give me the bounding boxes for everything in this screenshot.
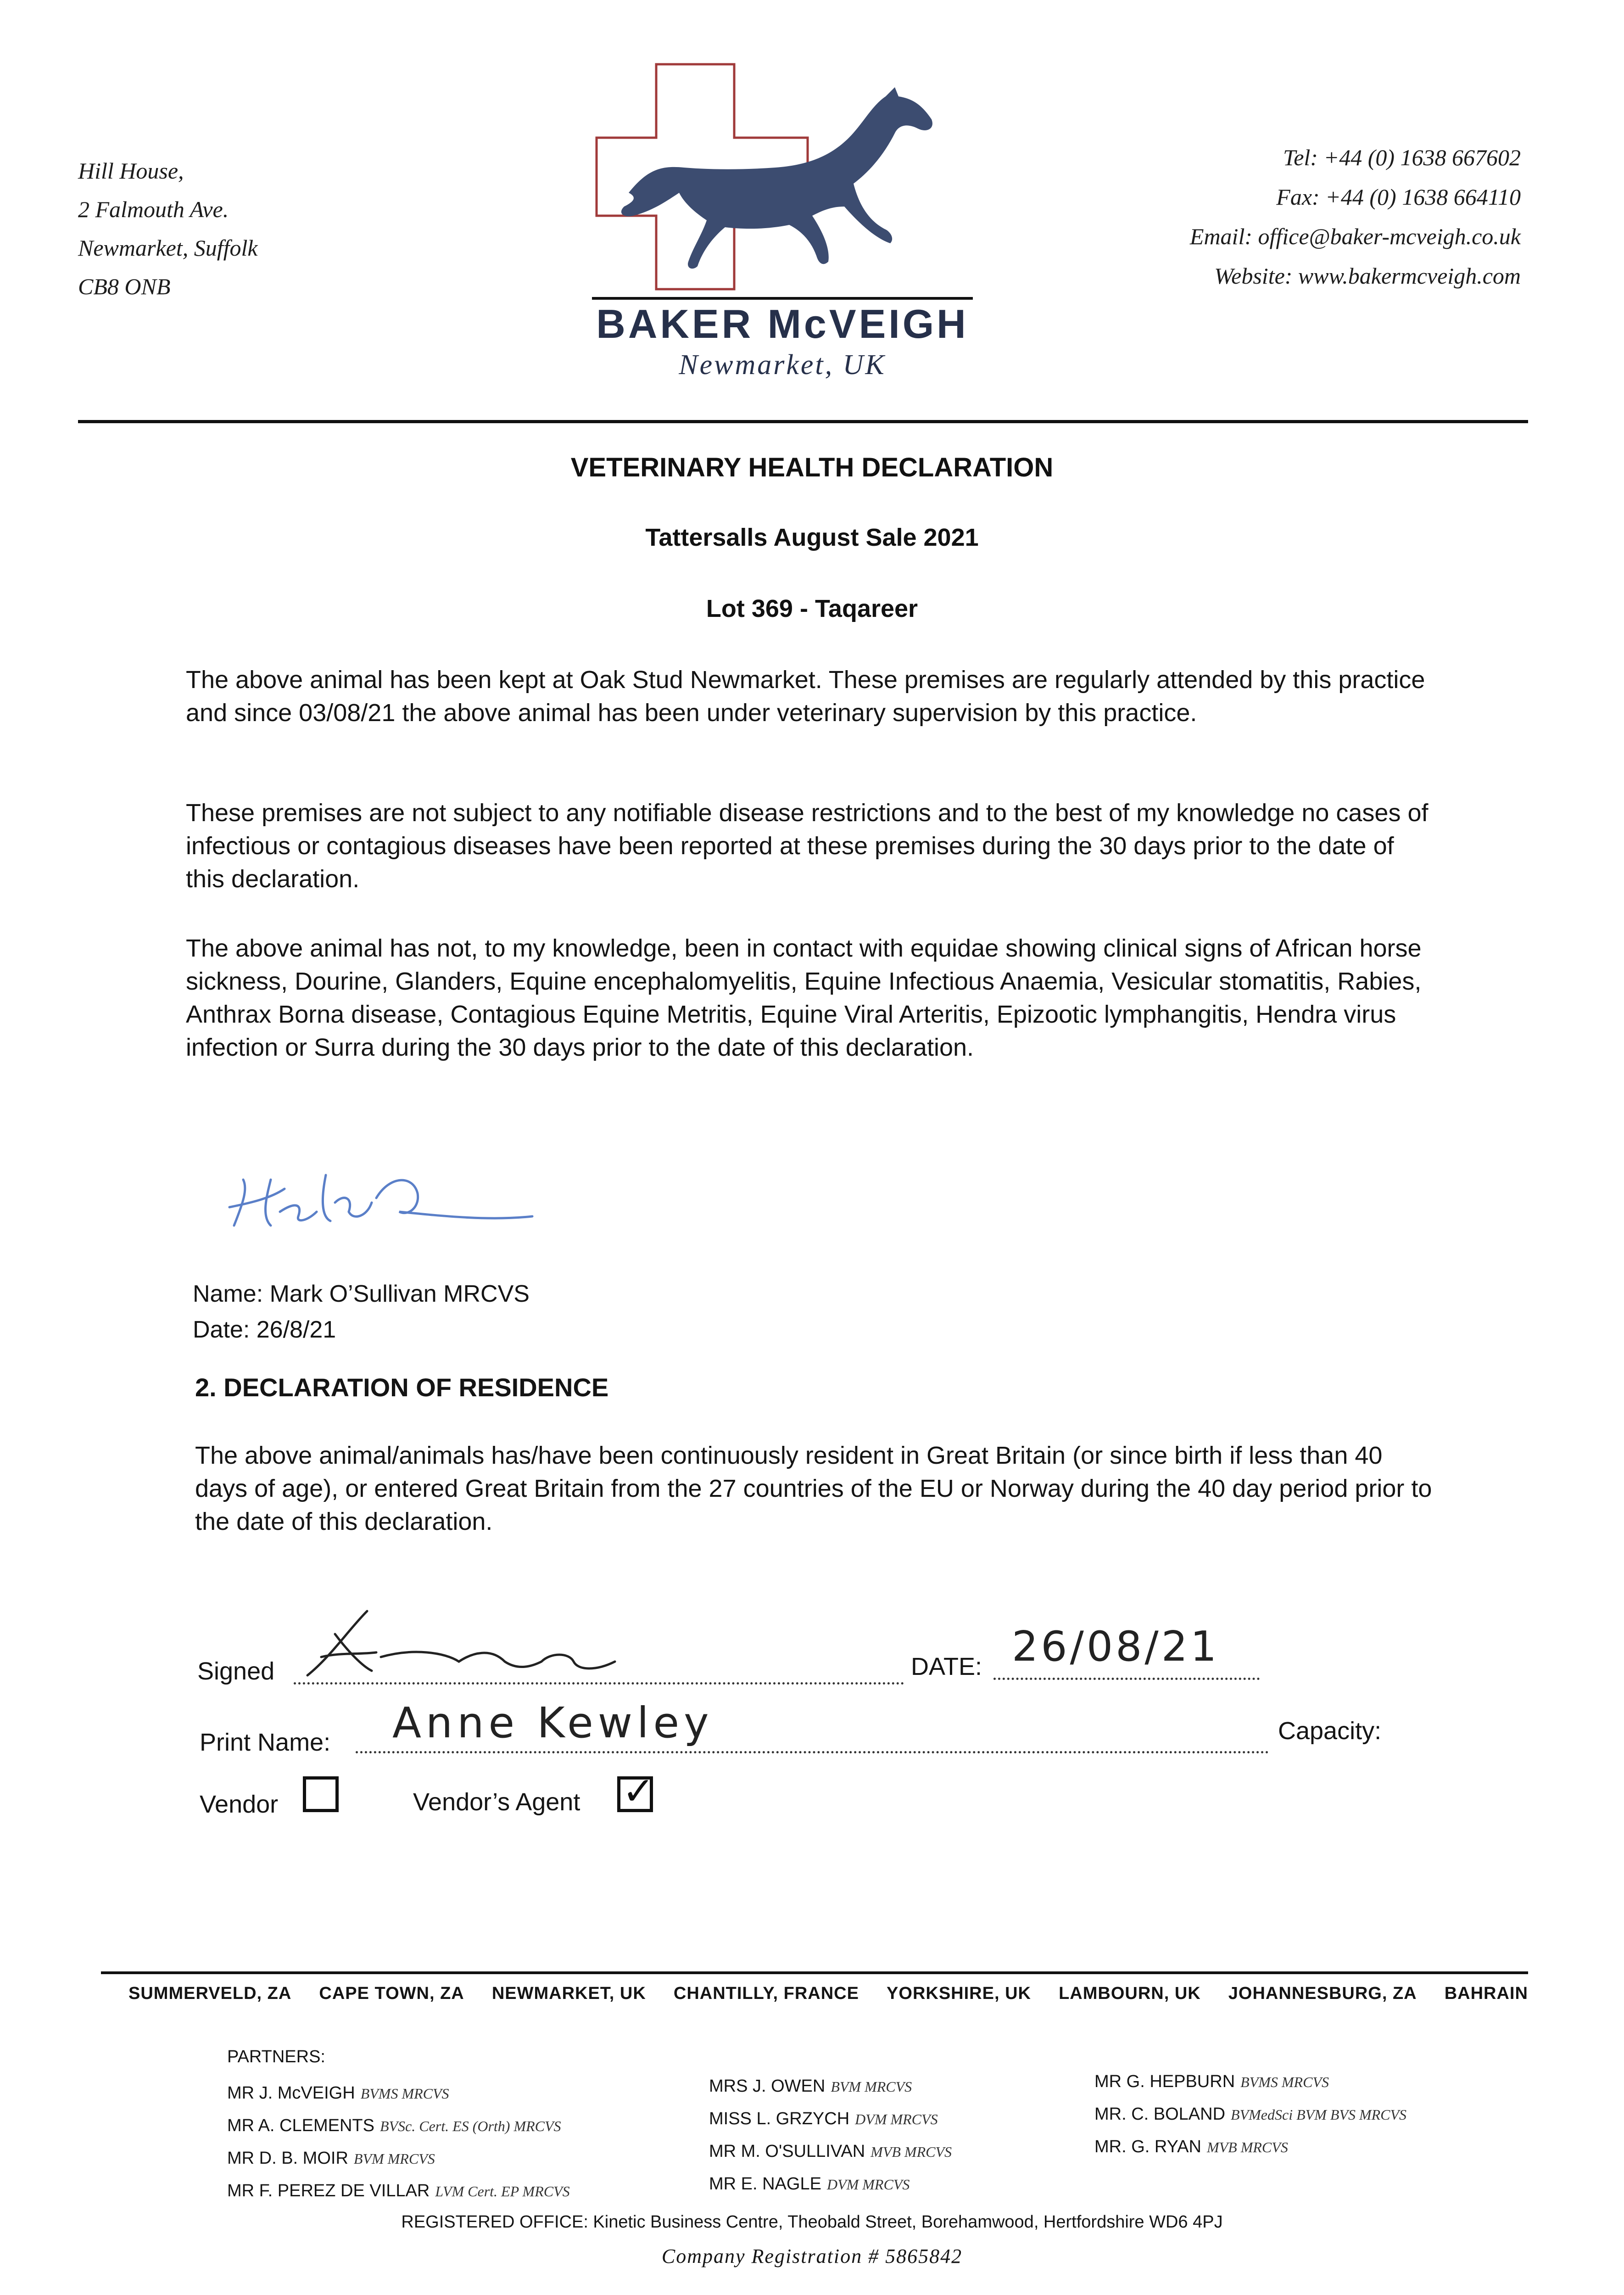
partner-qualification: DVM MRCVS	[855, 2111, 938, 2127]
paragraph-text: These premises are not subject to any notifiable disease restrictions and to the best of my knowledge no cases of infectious or contagious diseases have been reported at these premises during the 30 days prior to the date of this declaration.	[186, 799, 1429, 893]
partners-column-1	[227, 2077, 570, 2207]
partner-qualification: MVB MRCVS	[871, 2144, 952, 2160]
partner-qualification: BVMedSci BVM BVS MRCVS	[1231, 2106, 1407, 2123]
partner-name: MR E. NAGLE	[709, 2174, 821, 2194]
date-label: DATE:	[911, 1653, 982, 1680]
partner-name: MR. G. RYAN	[1094, 2137, 1201, 2156]
footer-divider	[101, 1971, 1528, 1974]
office-location: CAPE TOWN, ZA	[319, 1984, 464, 2003]
partner-entry	[227, 2077, 570, 2110]
office-location: CHANTILLY, FRANCE	[673, 1984, 859, 2003]
partner-qualification: BVM MRCVS	[831, 2078, 912, 2095]
signed-label: Signed	[197, 1657, 275, 1685]
brand-name: BAKER McVEIGH	[596, 301, 969, 347]
letterhead-address	[78, 151, 258, 306]
partner-entry	[709, 2070, 952, 2103]
declaration-paragraph	[186, 796, 1429, 896]
partner-name: MISS L. GRZYCH	[709, 2109, 850, 2128]
office-location: YORKSHIRE, UK	[887, 1984, 1031, 2003]
letterhead-contact	[1190, 138, 1521, 296]
office-location: BAHRAIN	[1444, 1984, 1528, 2003]
paragraph-text: The above animal has been kept at Oak Stud Newmarket. These premises are regularly attended by this practice and since 03/08/21 the above animal has been under veterinary supervision by this practice.	[186, 666, 1425, 727]
print-name-label: Print Name:	[200, 1729, 331, 1756]
partner-name: MR G. HEPBURN	[1094, 2072, 1235, 2091]
vet-details	[193, 1276, 530, 1348]
partner-name: MR A. CLEMENTS	[227, 2116, 374, 2135]
lot-heading: Lot 369 - Taqareer	[706, 595, 918, 622]
declaration-paragraph	[186, 663, 1429, 729]
office-location: LAMBOURN, UK	[1059, 1984, 1201, 2003]
date-value: 26/08/21	[1012, 1623, 1220, 1671]
address-line: CB8 ONB	[78, 274, 171, 299]
partner-entry	[1094, 2066, 1406, 2098]
vet-date: Date: 26/8/21	[193, 1316, 336, 1343]
partner-entry	[709, 2103, 952, 2135]
partner-name: MR M. O'SULLIVAN	[709, 2142, 865, 2161]
partner-name: MR F. PEREZ DE VILLAR	[227, 2181, 430, 2200]
document-subtitle: Tattersalls August Sale 2021	[645, 524, 979, 551]
partner-qualification: BVMS MRCVS	[360, 2085, 449, 2102]
address-line: 2 Falmouth Ave.	[78, 196, 229, 222]
address-line: Newmarket, Suffolk	[78, 235, 258, 261]
partners-column-3	[1094, 2066, 1406, 2163]
partners-label: PARTNERS:	[227, 2047, 325, 2066]
office-location: SUMMERVELD, ZA	[128, 1984, 292, 2003]
print-name-value: Anne Kewley	[392, 1698, 714, 1747]
partner-entry	[1094, 2131, 1406, 2163]
partner-entry	[227, 2175, 570, 2207]
contact-website: Website: www.bakermcveigh.com	[1214, 263, 1521, 289]
address-line: Hill House,	[78, 158, 184, 184]
partner-entry	[709, 2168, 952, 2200]
residence-paragraph	[195, 1439, 1434, 1538]
declaration-paragraph	[186, 932, 1429, 1064]
office-location: NEWMARKET, UK	[491, 1984, 646, 2003]
capacity-label: Capacity:	[1278, 1717, 1382, 1745]
vendors-agent-checkbox[interactable]	[617, 1769, 655, 1813]
partner-entry	[709, 2135, 952, 2168]
registered-office: REGISTERED OFFICE: Kinetic Business Centre, Theobald Street, Borehamwood, Hertfordshire WD6 4PJ	[401, 2212, 1223, 2232]
partner-qualification: MVB MRCVS	[1206, 2139, 1288, 2155]
partner-qualification: LVM Cert. EP MRCVS	[435, 2183, 570, 2200]
partner-entry	[227, 2110, 570, 2142]
office-location: JOHANNESBURG, ZA	[1228, 1984, 1417, 2003]
partner-qualification: BVM MRCVS	[353, 2150, 435, 2167]
partner-entry	[227, 2142, 570, 2175]
vendor-signature	[294, 1602, 661, 1685]
section2-title: 2. DECLARATION OF RESIDENCE	[195, 1373, 609, 1402]
partners-column-2	[709, 2070, 952, 2200]
partner-name: MR D. B. MOIR	[227, 2149, 348, 2168]
vendor-label: Vendor	[200, 1791, 279, 1818]
partner-qualification: BVMS MRCVS	[1240, 2074, 1329, 2090]
partner-qualification: BVSc. Cert. ES (Orth) MRCVS	[379, 2118, 561, 2134]
partner-name: MR. C. BOLAND	[1094, 2105, 1226, 2124]
contact-phone: Tel: +44 (0) 1638 667602	[1283, 145, 1521, 170]
contact-email: Email: office@baker-mcveigh.co.uk	[1189, 224, 1521, 249]
paragraph-text: The above animal has not, to my knowledge, been in contact with equidae showing clinical signs of African horse sickness, Dourine, Glanders, Equine encephalomyelitis, Equine Infectious Anaemia, Vesicular stomatitis, Rabies, Anthrax Borna disease, Contagious Equine Metritis, Equine Viral Arteritis, Epizootic lymphangitis, Hendra virus infection or Surra during the 30 days prior to the date of this declaration.	[186, 935, 1422, 1061]
vet-signature	[216, 1148, 537, 1248]
office-locations	[128, 1984, 1528, 2004]
document-title: VETERINARY HEALTH DECLARATION	[570, 453, 1054, 482]
contact-fax: Fax: +44 (0) 1638 664110	[1276, 184, 1521, 210]
vet-name: Name: Mark O’Sullivan MRCVS	[193, 1281, 530, 1307]
paragraph-text: The above animal/animals has/have been continuously resident in Great Britain (or since birth if less than 40 days of age), or entered Great Britain from the 27 countries of the EU or Norway during the 40 day period prior to the date of this declaration.	[195, 1442, 1432, 1535]
header-divider	[78, 420, 1528, 423]
partner-name: MR J. McVEIGH	[227, 2083, 355, 2103]
checkmark-icon: ✓	[622, 1769, 655, 1813]
partner-qualification: DVM MRCVS	[826, 2176, 910, 2193]
baker-mcveigh-logo	[592, 55, 973, 312]
brand-location: Newmarket, UK	[679, 349, 886, 381]
vendors-agent-label: Vendor’s Agent	[413, 1788, 580, 1816]
horse-silhouette-icon	[621, 87, 932, 269]
partner-entry	[1094, 2098, 1406, 2131]
partner-name: MRS J. OWEN	[709, 2077, 826, 2096]
vendor-checkbox[interactable]	[303, 1776, 339, 1812]
company-registration: Company Registration # 5865842	[661, 2245, 963, 2267]
